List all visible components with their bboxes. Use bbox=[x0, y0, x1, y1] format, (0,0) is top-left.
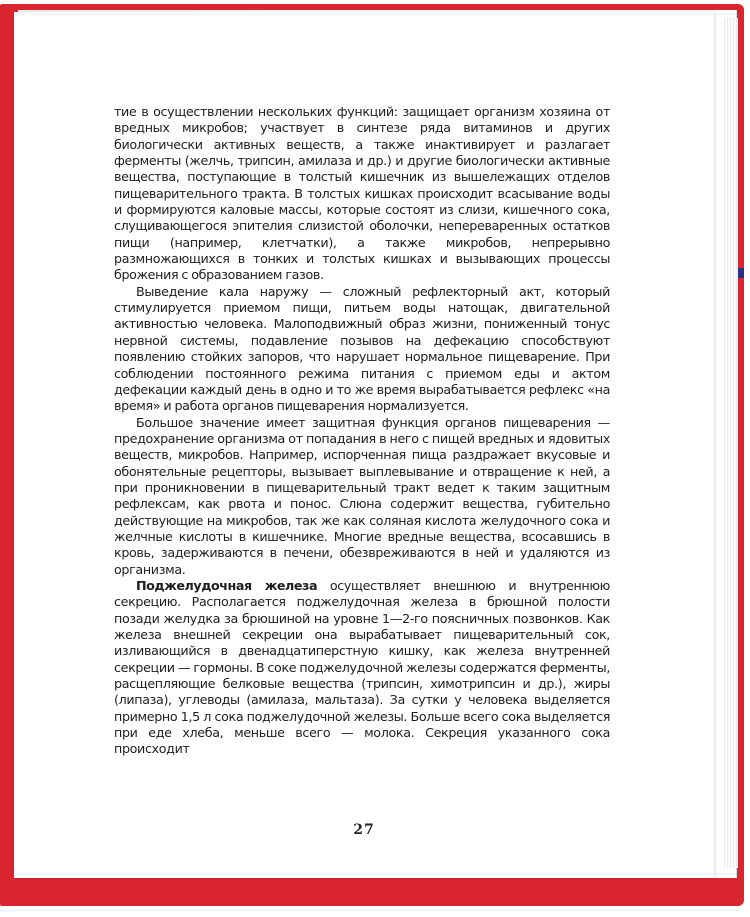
paragraph-4 bbox=[114, 578, 610, 758]
body-text bbox=[114, 104, 610, 758]
paragraph-2: Выведение кала наружу — сложный рефлекторный акт, который стимулируется приемом пищи, питьем воды натощак, двигательной активностью человека. Малоподвижный образ жизни, пониженный тонус нервной системы, подавление позывов на дефекацию способствуют появлению стойких запоров, что нарушает нормальное пищеварение. При соблюдении постоянного режима питания с приемом еды и актом дефекации каждый день в одно и то же время вырабатывается рефлекс «на время» и работа органов пищеварения нормализуется. bbox=[114, 283, 610, 414]
book-page bbox=[14, 12, 714, 878]
paragraph-4-text: осуществляет внешнюю и внутреннюю секрецию. Располагается поджелудочная железа в брюшной полости позади желудка за брюшиной на уровне 1—2-го поясничных позвонков. Как железа внешней секреции она вырабатывает пищеварительный сок, изливающийся в двенадцатиперстную кишку, как железа внутренней секреции — гормоны. В соке поджелудочной железы содержатся ферменты, расщепляющие белковые вещества (трипсин, химотрипсин и др.), жиры (липаза), углеводы (амилаза, мальтаза). За сутки у человека выделяется примерно 1,5 л сока поджелудочной железы. Больше всего сока выделяется при еде хлеба, меньше всего — молока. Секреция указанного сока происходит bbox=[114, 577, 610, 757]
page-number: 27 bbox=[353, 822, 375, 838]
paragraph-3: Большое значение имеет защитная функция органов пищеварения — предохранение организма от попадания в него с пищей вредных и ядовитых веществ, микробов. Например, испорченная пища раздражает вкусовые и обонятельные рецепторы, вызывает выплевывание и отвращение к ней, а при проникновении в пищеварительный тракт ведет к таким защитным рефлексам, как рвота и понос. Слюна содержит вещества, губительно действующие на микробов, так же как соляная кислота желудочного сока и желчные кислоты в кишечнике. Многие вредные вещества, всосавшись в кровь, задерживаются в печени, обезвреживаются в ней и удаляются из организма. bbox=[114, 414, 610, 577]
paragraph-1: тие в осуществлении нескольких функций: защищает организм хозяина от вредных микробов; участвует в синтезе ряда витаминов и других биологически активных веществ, а также инактивирует и разлагает ферменты (желчь, трипсин, амилаза и др.) и другие биологически активные вещества, поступающие в толстый кишечник из вышележащих отделов пищеварительного тракта. В толстых кишках происходит всасывание воды и формируются каловые массы, которые состоят из слизи, кишечного сока, слущивающегося эпителия слизистой оболочки, непереваренных остатков пищи (например, клетчатки), а также микробов, непрерывно размножающихся в тонких и толстых кишках и вызывающих процессы брожения с образованием газов. bbox=[114, 104, 610, 283]
term-pancreas: Поджелудочная железа bbox=[136, 577, 318, 593]
